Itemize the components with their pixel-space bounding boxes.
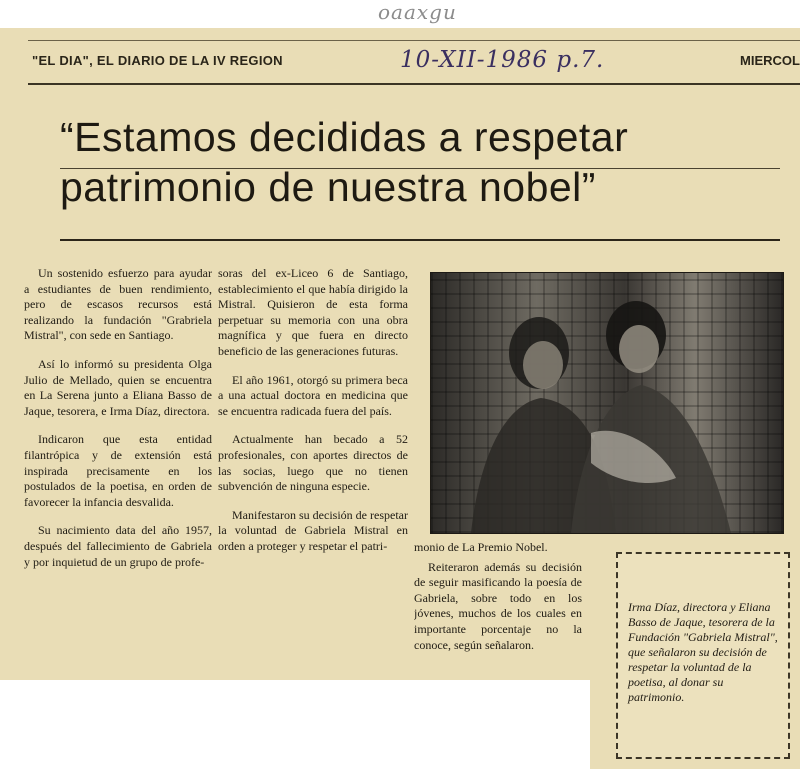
handwritten-date: 10-XII-1986 p.7. <box>400 47 605 73</box>
paragraph: monio de La Premio Nobel. <box>414 540 548 554</box>
article-column-3 <box>414 540 582 680</box>
paragraph: Su nacimiento data del año 1957, después del fallecimiento de Gabriela y por inquietud de un grupo de profe- <box>24 523 212 569</box>
photo-caption-box <box>616 552 790 759</box>
handwritten-annotation: oaaxgu <box>378 0 457 24</box>
paper-name: "EL DIA", EL DIARIO DE LA IV REGION <box>32 53 283 68</box>
paragraph: Un sostenido esfuerzo para ayudar a estudiantes de buen rendimiento, pero de escasos recursos está realizando la fundación "Grabriela Mistral", con sede en Santiago. <box>24 266 212 343</box>
paragraph: Actualmente han becado a 52 profesionales, con aportes directos de las socias, luego que no tienen subvención de ninguna especie. <box>218 432 408 494</box>
paragraph: soras del ex-Liceo 6 de Santiago, establecimiento el que había dirigido la Mistral. Quisieron de esta forma perpetuar su memoria con una obra magnífica y que fuera en directo beneficio de las generaciones futuras. <box>218 266 408 358</box>
photo-figures <box>431 273 783 533</box>
paragraph: El año 1961, otorgó su primera beca a una actual doctora en medicina que se encuentra radicada fuera del país. <box>218 372 408 418</box>
article-column-2 <box>218 266 408 682</box>
paragraph: Manifestaron su decisión de respetar la voluntad de Gabriela Mistral en orden a proteger y respetar el patri- <box>218 507 408 553</box>
paragraph: Así lo informó su presidenta Olga Julio de Mellado, quien se encuentra en La Serena junto a Eliana Basso de Jaque, tesorera, e Irma Díaz, directora. <box>24 356 212 418</box>
article-column-1 <box>24 266 212 682</box>
masthead <box>28 40 800 85</box>
news-photo <box>430 272 784 534</box>
paragraph: Reiteraron además su decisión de seguir masificando la poesía de Gabriela, sobre todo en los jóvenes, muchos de los cuales en importante porcentaje no la conoce, según señalaron. <box>414 559 582 652</box>
paragraph: Indicaron que esta entidad filantrópica y de extensión está inspirada precisamente en los postulados de la poetisa, en orden de favorecer la infancia desvalida. <box>24 432 212 509</box>
headline: “Estamos decididas a respetar patrimonio de nuestra nobel” <box>60 114 629 210</box>
headline-rule-bottom <box>60 239 780 241</box>
weekday-label: MIERCOL <box>740 53 800 68</box>
photo-caption: Irma Díaz, directora y Eliana Basso de Jaque, tesorera de la Fundación "Gabriela Mistral", que señalaron su decisión de respetar la voluntad de la poetisa, al donar su patrimonio. <box>628 600 778 704</box>
